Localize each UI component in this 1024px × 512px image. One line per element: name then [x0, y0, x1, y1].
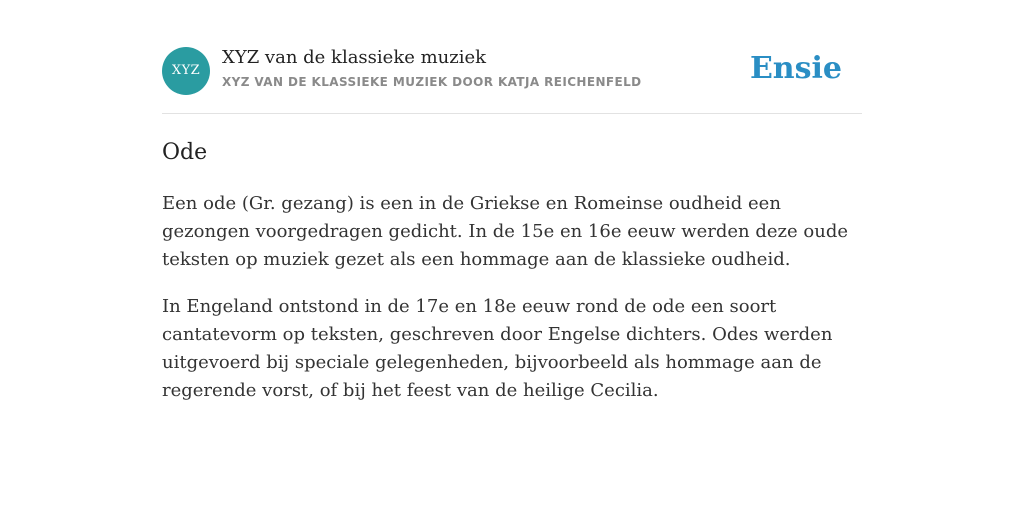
paragraph: In Engeland ontstond in de 17e en 18e eeuw rond de ode een soort cantatevorm op teksten, geschreven door Engelse dichters. Odes werden uitgevoerd bij speciale gelegenheden, bijvoorbeeld als hommage aan de regerende vorst, of bij het feest van de heilige Cecilia. — [162, 296, 833, 401]
brand-logo[interactable]: Ensie — [749, 51, 842, 86]
entry-card — [162, 0, 862, 401]
entry-body — [162, 190, 862, 424]
source-title[interactable]: XYZ van de klassieke muziek — [222, 47, 487, 68]
source-subtitle: XYZ VAN DE KLASSIEKE MUZIEK DOOR KATJA REICHENFELD — [222, 75, 642, 89]
entry-heading: Ode — [162, 140, 208, 165]
paragraph: Een ode (Gr. gezang) is een in de Griekse en Romeinse oudheid een gezongen voorgedragen gedicht. In de 15e en 16e eeuw werden deze oude teksten op muziek gezet als een hommage aan de klassieke oudheid. — [162, 193, 849, 270]
entry-header — [162, 0, 862, 114]
avatar[interactable]: XYZ — [162, 47, 210, 95]
